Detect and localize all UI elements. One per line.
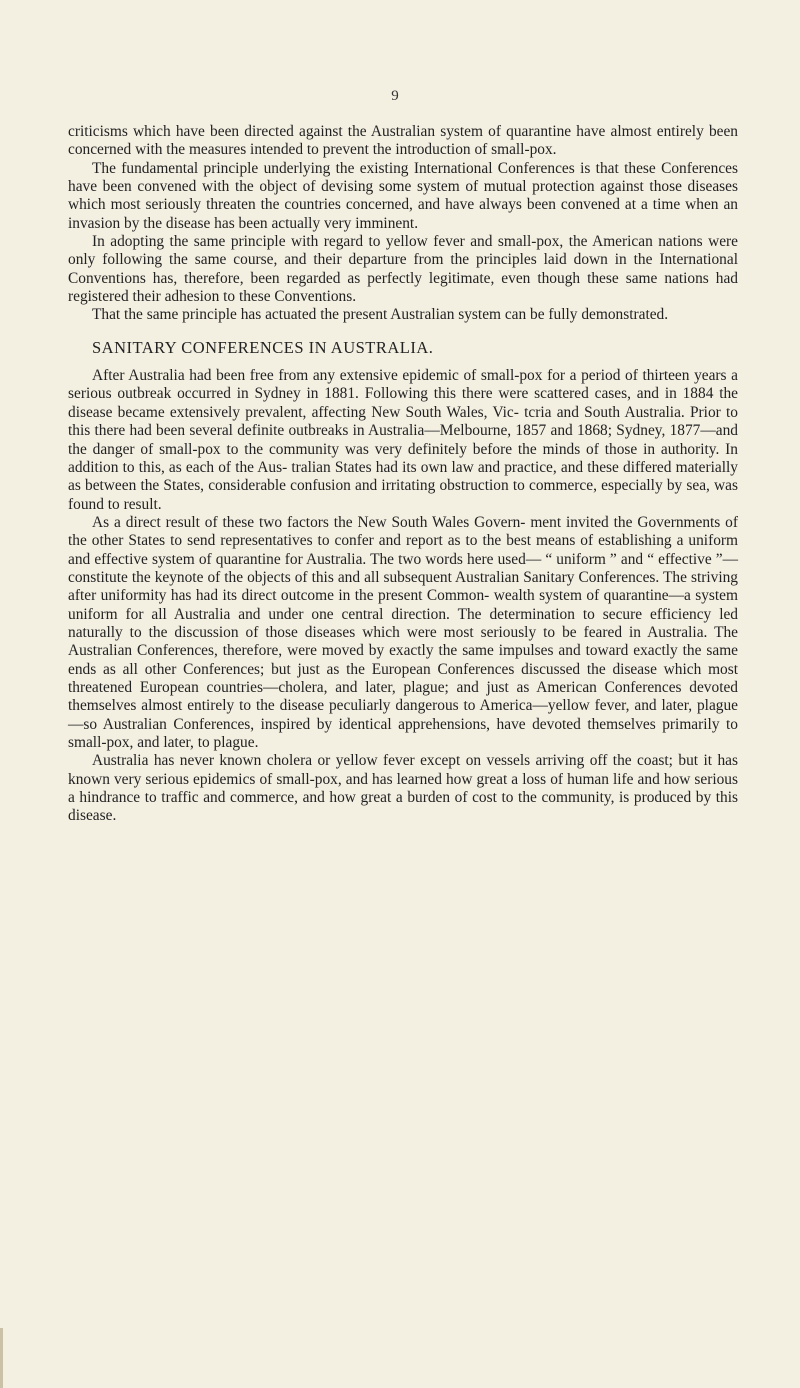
paragraph-1: criticisms which have been directed against the Australian system of quarantine have almost entirely been concerned with the measures intended to prevent the introduction of small-pox. <box>68 123 738 159</box>
paragraph-7: Australia has never known cholera or yellow fever except on vessels arriving off the coast; but it has known very serious epidemics of small-pox, and has learned how great a loss of human life and how serious a hindrance to traffic and commerce, and how great a burden of cost to the community, is produced by this disease. <box>68 752 738 825</box>
paragraph-4: That the same principle has actuated the present Australian system can be fully demonstrated. <box>92 306 669 324</box>
paragraph-2: The fundamental principle underlying the existing International Conferences is that these Conferences have been convened with the object of devising some system of mutual protection against those diseases which most seriously threaten the countries concerned, and have always been convened at a time when an invasion by the disease has been actually very imminent. <box>68 159 738 232</box>
paragraph-5: After Australia had been free from any extensive epidemic of small-pox for a period of thirteen years a serious outbreak occurred in Sydney in 1881. Following this there were scattered cases, and in 1884 the disease became extensively prevalent, affecting New South Wales, Vic- tcria and South Australia. Prior to this there had been several definite outbreaks in Australia—Melbourne, 1857 and 1868; Sydney, 1877—and the danger of small-pox to the community was very definitely before the minds of those in authority. In addition to this, as each of the Aus- tralian States had its own law and practice, and these differed materially as between the States, considerable confusion and irritating obstruction to commerce, especially by sea, was found to result. <box>68 367 738 513</box>
section-heading: SANITARY CONFERENCES IN AUSTRALIA. <box>92 337 434 357</box>
body-text <box>68 123 738 826</box>
paragraph-3: In adopting the same principle with regard to yellow fever and small-pox, the American nations were only following the same course, and their departure from the principles laid down in the International Conventions has, therefore, been regarded as perfectly legitimate, even though these same nations had registered their adhesion to these Conventions. <box>68 233 738 306</box>
page-edge-shadow <box>0 1328 3 1388</box>
page-number: 9 <box>391 88 399 104</box>
paragraph-6: As a direct result of these two factors the New South Wales Govern- ment invited the Governments of the other States to send representatives to confer and report as to the best means of establishing a uniform and effective system of quarantine for Australia. The two words here used— “ uniform ” and “ effective ”—constitute the keynote of the objects of this and all subsequent Australian Sanitary Conferences. The striving after uniformity has had its direct outcome in the present Common- wealth system of quarantine—a system uniform for all Australia and under one central direction. The determination to secure efficiency led naturally to the discussion of those diseases which were most seriously to be feared in Australia. The Australian Conferences, therefore, were moved by exactly the same impulses and toward exactly the same ends as all other Conferences; but just as the European Conferences discussed the disease which most threatened European countries—cholera, and later, plague; and just as American Conferences devoted themselves almost entirely to the disease peculiarly dangerous to America—yellow fever, and later, plague—so Australian Conferences, inspired by identical apprehensions, have devoted themselves primarily to small-pox, and later, to plague. <box>68 513 738 751</box>
